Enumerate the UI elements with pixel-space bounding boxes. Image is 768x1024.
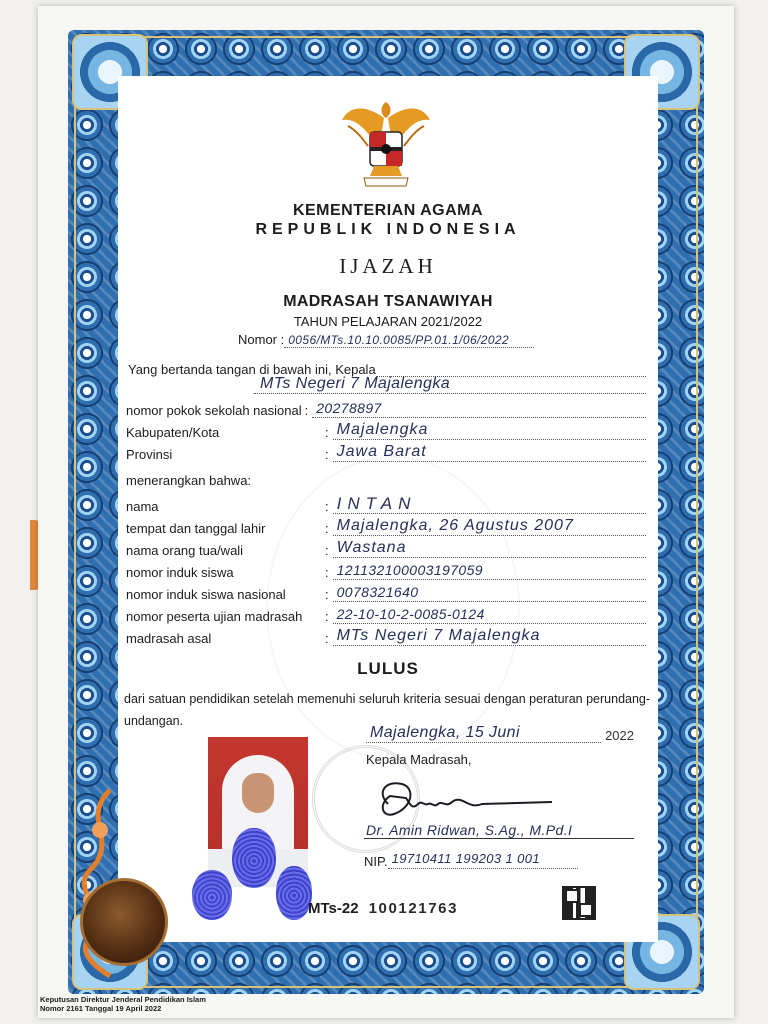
field-label: nomor peserta ujian madrasah [126, 609, 303, 624]
document-number-label: Nomor : [238, 332, 285, 347]
field-label: nama [126, 499, 159, 514]
field-colon: : [325, 565, 329, 580]
certifies-row [126, 468, 646, 488]
field-label: nomor induk siswa nasional [126, 587, 286, 602]
signature-year: 2022 [605, 728, 634, 743]
field-colon: : [304, 403, 309, 418]
field-label: madrasah asal [126, 631, 212, 646]
embossed-seal [80, 878, 168, 966]
decree-line-2: Nomor 2161 Tanggal 19 April 2022 [40, 1004, 162, 1013]
document-number-row [238, 332, 534, 348]
field-row-parent [126, 538, 646, 558]
signer-position: Kepala Madrasah, [366, 752, 472, 767]
field-value: Majalengka [333, 421, 646, 440]
signer-nip-row [364, 850, 578, 869]
field-label: Provinsi [126, 447, 173, 462]
ministry-name: KEMENTERIAN AGAMA [292, 202, 484, 219]
handwritten-signature [372, 774, 562, 826]
document-title: IJAZAH [339, 254, 437, 278]
field-colon: : [325, 499, 329, 514]
field-label: nomor induk siswa [126, 565, 234, 580]
intro-text: Yang bertanda tangan di bawah ini, Kepala [128, 362, 376, 377]
field-colon: : [325, 587, 329, 602]
field-row-origin-school [126, 626, 646, 646]
field-label: nomor pokok sekolah nasional [126, 403, 302, 418]
field-row-exam-number [126, 604, 646, 624]
field-value: 20278897 [312, 399, 646, 418]
field-value: 121132100003197059 [333, 561, 646, 580]
field-colon: : [325, 521, 329, 536]
field-value: 22-10-10-2-0085-0124 [333, 605, 646, 624]
nip-value: 19710411 199203 1 001 [388, 850, 578, 869]
signer-name: Dr. Amin Ridwan, S.Ag., M.Pd.I [364, 822, 634, 839]
school-name-value: MTs Negeri 7 Majalengka [254, 375, 646, 394]
fingerprint-icon [232, 828, 276, 888]
graduation-result: LULUS [357, 659, 419, 678]
field-value: INTAN [333, 495, 646, 514]
signature-date-row [366, 724, 634, 743]
graduation-statement: dari satuan pendidikan setelah memenuhi seluruh kriteria sesuai dengan peraturan perundang-undangan. [124, 692, 651, 728]
field-row-npsn [126, 398, 646, 418]
certifies-label: menerangkan bahwa: [126, 473, 252, 488]
field-row-province [126, 442, 646, 462]
serial-number: 100121763 [368, 900, 459, 917]
field-label: nama orang tua/wali [126, 543, 244, 558]
field-value: 0078321640 [333, 583, 646, 602]
decree-footer [40, 995, 206, 1013]
field-row-birth [126, 516, 646, 536]
field-label: tempat dan tanggal lahir [126, 521, 266, 536]
field-row-nis [126, 560, 646, 580]
serial-code: MTs-22 [308, 900, 359, 917]
field-row-nisn [126, 582, 646, 602]
school-type: MADRASAH TSANAWIYAH [283, 293, 493, 310]
republic-name: REPUBLIK INDONESIA [255, 221, 521, 238]
garuda-emblem-icon [340, 96, 432, 192]
school-year: TAHUN PELAJARAN 2021/2022 [293, 314, 483, 329]
field-value: Wastana [333, 539, 646, 558]
signature-place-date: Majalengka, 15 Juni [366, 724, 601, 743]
decree-line-1: Keputusan Direktur Jenderal Pendidikan Islam [40, 995, 206, 1004]
field-colon: : [325, 543, 329, 558]
document-number-value: 0056/MTs.10.10.0085/PP.01.1/06/2022 [284, 333, 534, 348]
field-label: Kabupaten/Kota [126, 425, 220, 440]
field-colon: : [325, 609, 329, 624]
fingerprint-icon [192, 870, 232, 920]
serial-row [308, 900, 458, 917]
field-colon: : [325, 447, 329, 462]
field-value: MTs Negeri 7 Majalengka [333, 627, 646, 646]
field-value: Majalengka, 26 Agustus 2007 [333, 517, 646, 536]
field-value: Jawa Barat [333, 443, 646, 462]
qr-code-icon [562, 886, 596, 920]
field-row-regency [126, 420, 646, 440]
fingerprint-icon [276, 866, 312, 920]
field-colon: : [325, 631, 329, 646]
field-colon: : [325, 425, 329, 440]
nip-label: NIP. [364, 854, 388, 869]
field-row-name [126, 494, 646, 514]
